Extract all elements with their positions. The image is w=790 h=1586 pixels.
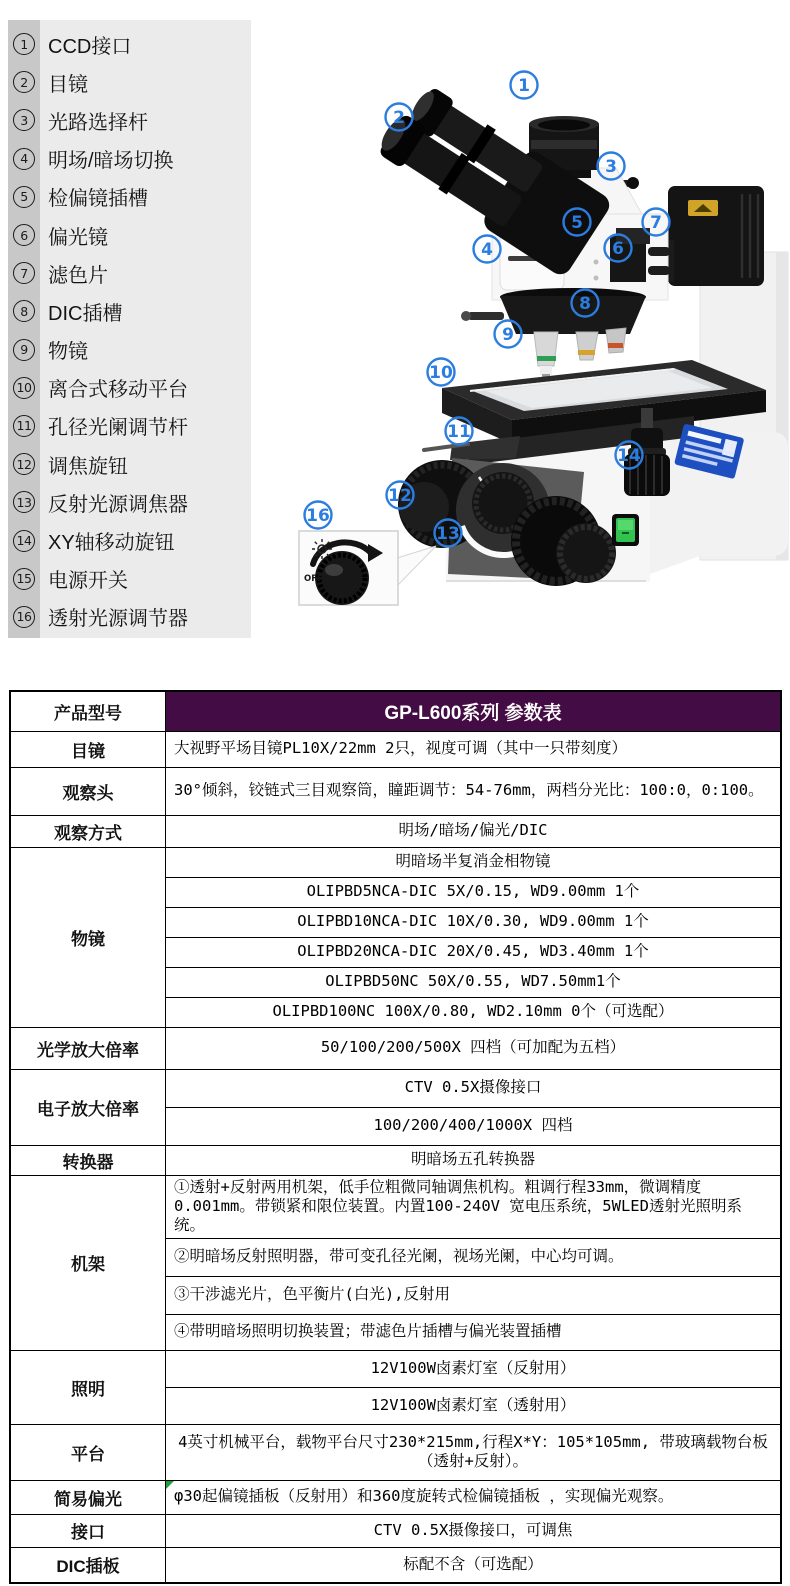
item-label: 明场/暗场切换 xyxy=(48,150,174,173)
table-row xyxy=(10,1350,781,1387)
list-item xyxy=(8,101,251,139)
spec-value: 明暗场五孔转换器 xyxy=(166,1145,782,1175)
spec-value: 100/200/400/1000X 四档 xyxy=(166,1107,782,1145)
spec-label: 物镜 xyxy=(10,847,166,1027)
item-number-badge: 16 xyxy=(13,606,35,628)
spec-label: 目镜 xyxy=(10,731,166,767)
svg-text:5: 5 xyxy=(571,213,583,233)
callout-13 xyxy=(435,520,462,547)
list-item xyxy=(8,445,251,483)
spec-value: ④带明暗场照明切换装置；带滤色片插槽与偏光装置插槽 xyxy=(166,1314,782,1350)
item-label: 偏光镜 xyxy=(48,226,108,249)
table-row xyxy=(10,731,781,767)
callout-11 xyxy=(446,418,473,445)
item-number-badge: 13 xyxy=(13,491,35,513)
spec-value: CTV 0.5X摄像接口，可调焦 xyxy=(166,1514,782,1547)
table-row xyxy=(10,1547,781,1583)
spec-value: ③干涉滤光片，色平衡片(白光),反射用 xyxy=(166,1276,782,1314)
item-number-badge: 7 xyxy=(13,262,35,284)
spec-label: 产品型号 xyxy=(10,691,166,731)
transmitted-light-knob-inset xyxy=(299,531,436,605)
item-label: 电源开关 xyxy=(48,570,128,593)
item-number-badge: 10 xyxy=(13,377,35,399)
spec-label: 观察头 xyxy=(10,767,166,815)
table-row xyxy=(10,767,781,815)
inset-pointer xyxy=(397,546,436,586)
spec-value: CTV 0.5X摄像接口 xyxy=(166,1069,782,1107)
spec-value: 明场/暗场/偏光/DIC xyxy=(166,815,782,847)
spec-label: 光学放大倍率 xyxy=(10,1027,166,1069)
item-label: 调焦旋钮 xyxy=(48,455,128,478)
spec-value: 30°倾斜，铰链式三目观察筒，瞳距调节：54-76mm，两档分光比：100:0，0:100。 xyxy=(166,767,782,815)
spec-value: 12V100W卤素灯室（透射用） xyxy=(166,1387,782,1424)
spec-value: 4英寸机械平台，载物平台尺寸230*215mm,行程X*Y：105*105mm, 带玻璃载物台板（透射+反射）。 xyxy=(166,1424,782,1480)
svg-text:7: 7 xyxy=(650,213,662,233)
item-label: 物镜 xyxy=(48,341,88,364)
list-item xyxy=(8,292,251,330)
spec-value: 大视野平场目镜PL10X/22mm 2只，视度可调（其中一只带刻度） xyxy=(166,731,782,767)
list-item xyxy=(8,560,251,598)
list-item xyxy=(8,254,251,292)
list-item xyxy=(8,369,251,407)
list-item xyxy=(8,598,251,636)
svg-text:6: 6 xyxy=(612,239,624,259)
spec-value: ①透射+反射两用机架，低手位粗微同轴调焦机构。粗调行程33mm，微调精度0.001mm。带锁紧和限位装置。内置100-240V 宽电压系统，5WLED透射光照明系统。 xyxy=(166,1175,782,1238)
spec-table xyxy=(9,690,782,1584)
microscope-figure xyxy=(280,50,790,650)
svg-text:3: 3 xyxy=(605,157,617,177)
list-item xyxy=(8,140,251,178)
table-row xyxy=(10,1424,781,1480)
callout-14 xyxy=(616,442,643,469)
table-row xyxy=(10,1514,781,1547)
spec-value: OLIPBD10NCA-DIC 10X/0.30, WD9.00mm 1个 xyxy=(166,907,782,937)
spec-value: OLIPBD5NCA-DIC 5X/0.15, WD9.00mm 1个 xyxy=(166,877,782,907)
svg-text:2: 2 xyxy=(393,108,405,128)
list-item xyxy=(8,25,251,63)
spec-label: 照明 xyxy=(10,1350,166,1424)
filter-slider xyxy=(648,247,670,256)
item-label: 透射光源调节器 xyxy=(48,608,188,631)
svg-text:10: 10 xyxy=(429,363,453,383)
spec-label: DIC插板 xyxy=(10,1547,166,1583)
table-row xyxy=(10,1175,781,1238)
spec-value: ②明暗场反射照明器，带可变孔径光阑，视场光阑，中心均可调。 xyxy=(166,1238,782,1276)
svg-text:9: 9 xyxy=(502,325,514,345)
callout-16 xyxy=(305,502,332,529)
table-row xyxy=(10,1480,781,1514)
spec-value: 12V100W卤素灯室（反射用） xyxy=(166,1350,782,1387)
item-label: 孔径光阑调节杆 xyxy=(48,417,188,440)
focus-knobs xyxy=(398,458,616,586)
spec-value: 50/100/200/500X 四档（可加配为五档） xyxy=(166,1027,782,1069)
spec-label: 电子放大倍率 xyxy=(10,1069,166,1145)
item-label: 目镜 xyxy=(48,73,88,96)
item-label: 滤色片 xyxy=(48,264,108,287)
item-number-badge: 2 xyxy=(13,71,35,93)
svg-text:14: 14 xyxy=(617,446,641,466)
callout-1 xyxy=(511,72,538,99)
item-label: 反射光源调焦器 xyxy=(48,493,188,516)
item-number-badge: 4 xyxy=(13,148,35,170)
list-item xyxy=(8,178,251,216)
spec-value: OLIPBD20NCA-DIC 20X/0.45, WD3.40mm 1个 xyxy=(166,937,782,967)
item-number-badge: 3 xyxy=(13,109,35,131)
item-label: XY轴移动旋钮 xyxy=(48,532,175,555)
item-label: 检偏镜插槽 xyxy=(48,188,148,211)
callout-3 xyxy=(598,153,625,180)
table-row xyxy=(10,1145,781,1175)
item-label: DIC插槽 xyxy=(48,302,123,325)
svg-text:4: 4 xyxy=(481,240,493,260)
svg-text:8: 8 xyxy=(579,294,591,314)
item-number-badge: 8 xyxy=(13,300,35,322)
off-label: OFF xyxy=(304,574,323,584)
svg-text:13: 13 xyxy=(436,524,460,544)
table-row xyxy=(10,1069,781,1107)
item-number-badge: 15 xyxy=(13,568,35,590)
spec-label: 平台 xyxy=(10,1424,166,1480)
nosepiece xyxy=(461,288,646,334)
table-row xyxy=(10,847,781,877)
item-label: 离合式移动平台 xyxy=(48,379,188,402)
svg-text:11: 11 xyxy=(447,422,471,442)
spec-value: φ30起偏镜插板（反射用）和360度旋转式检偏镜插板 ，实现偏光观察。 xyxy=(166,1480,782,1514)
svg-text:16: 16 xyxy=(306,506,330,526)
table-title: GP-L600系列 参数表 xyxy=(166,691,782,731)
item-number-badge: 9 xyxy=(13,339,35,361)
list-item xyxy=(8,521,251,559)
spec-label: 转换器 xyxy=(10,1145,166,1175)
item-number-badge: 6 xyxy=(13,224,35,246)
power-switch xyxy=(612,514,639,546)
spec-label: 简易偏光 xyxy=(10,1480,166,1514)
list-item xyxy=(8,483,251,521)
dic-slot-lever xyxy=(468,312,504,320)
item-label: 光路选择杆 xyxy=(48,111,148,134)
spec-value: 明暗场半复消金相物镜 xyxy=(166,847,782,877)
item-number-badge: 11 xyxy=(13,415,35,437)
list-item xyxy=(8,216,251,254)
item-number-badge: 5 xyxy=(13,186,35,208)
table-row xyxy=(10,815,781,847)
svg-text:12: 12 xyxy=(388,486,412,506)
spec-value: OLIPBD50NC 50X/0.55, WD7.50mm1个 xyxy=(166,967,782,997)
spec-label: 机架 xyxy=(10,1175,166,1350)
spec-value: OLIPBD100NC 100X/0.80, WD2.10mm 0个（可选配） xyxy=(166,997,782,1027)
spec-label: 观察方式 xyxy=(10,815,166,847)
svg-text:1: 1 xyxy=(518,76,530,96)
spec-label: 接口 xyxy=(10,1514,166,1547)
list-item xyxy=(8,331,251,369)
item-number-badge: 14 xyxy=(13,530,35,552)
callout-12 xyxy=(387,482,414,509)
list-item xyxy=(8,407,251,445)
table-row xyxy=(10,1027,781,1069)
item-label: CCD接口 xyxy=(48,35,132,58)
table-row xyxy=(10,691,781,731)
item-number-badge: 12 xyxy=(13,453,35,475)
list-item xyxy=(8,63,251,101)
callout-10 xyxy=(428,359,455,386)
parts-list xyxy=(8,20,251,638)
item-number-badge: 1 xyxy=(13,33,35,55)
spec-value: 标配不含（可选配） xyxy=(166,1547,782,1583)
